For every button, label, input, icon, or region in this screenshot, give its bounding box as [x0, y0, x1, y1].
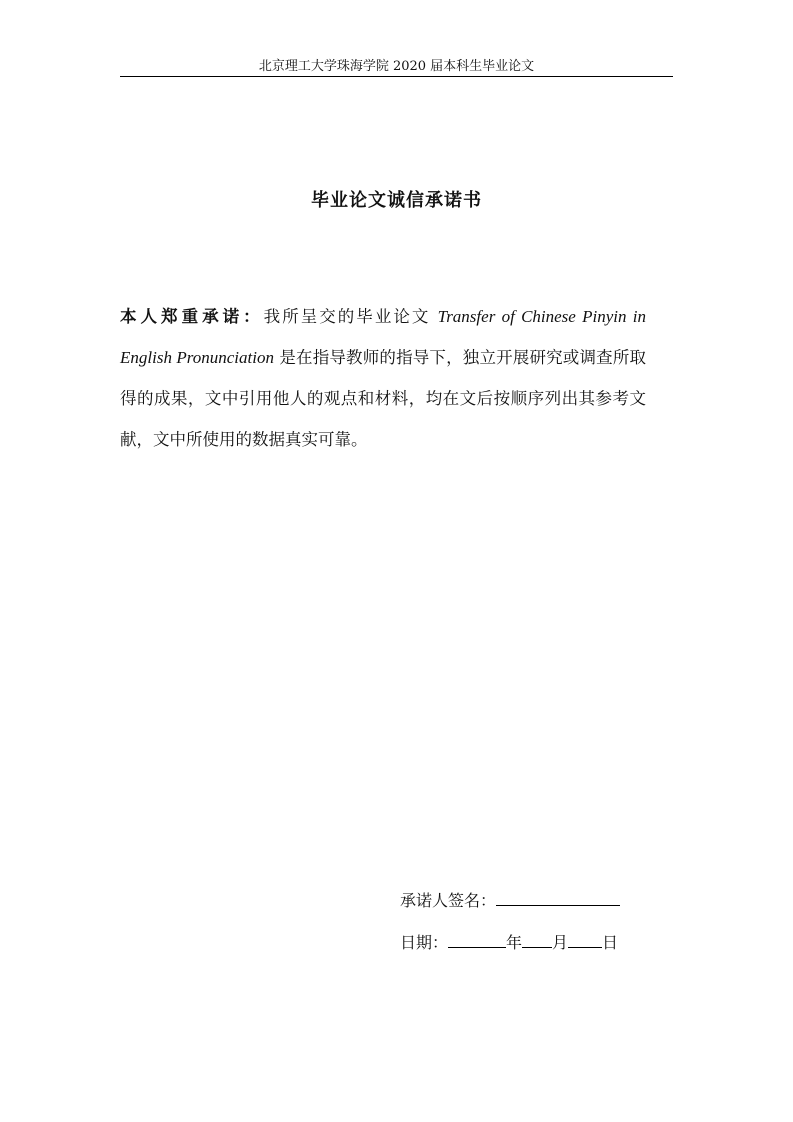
month-label: 月 [552, 933, 569, 952]
document-title: 毕业论文诚信承诺书 [311, 190, 482, 211]
day-label: 日 [602, 933, 619, 952]
running-header: 北京理工大学珠海学院 2020 届本科生毕业论文 [258, 59, 535, 74]
month-blank[interactable] [522, 925, 552, 948]
date-line [400, 925, 618, 955]
header-rule [120, 76, 673, 77]
year-label: 年 [506, 933, 523, 952]
day-blank[interactable] [568, 925, 602, 948]
pledge-text-before-title: 我所呈交的毕业论文 [263, 307, 438, 326]
pledge-lead: 本人郑重承诺： [120, 307, 264, 326]
date-label: 日期： [400, 933, 449, 952]
year-blank[interactable] [448, 925, 506, 948]
pledge-paragraph [120, 296, 646, 460]
thesis-title: Transfer of Chinese Pinyin in English Pronunciation [120, 307, 646, 367]
pledge-text-after-title: 是在指导教师的指导下，独立开展研究或调查所取得的成果，文中引用他人的观点和材料，均在文后按顺序列出其参考文献，文中所使用的数据真实可靠。 [120, 348, 646, 449]
signature-line [400, 883, 620, 913]
signature-label: 承诺人签名： [400, 891, 497, 910]
signature-blank[interactable] [496, 883, 620, 906]
